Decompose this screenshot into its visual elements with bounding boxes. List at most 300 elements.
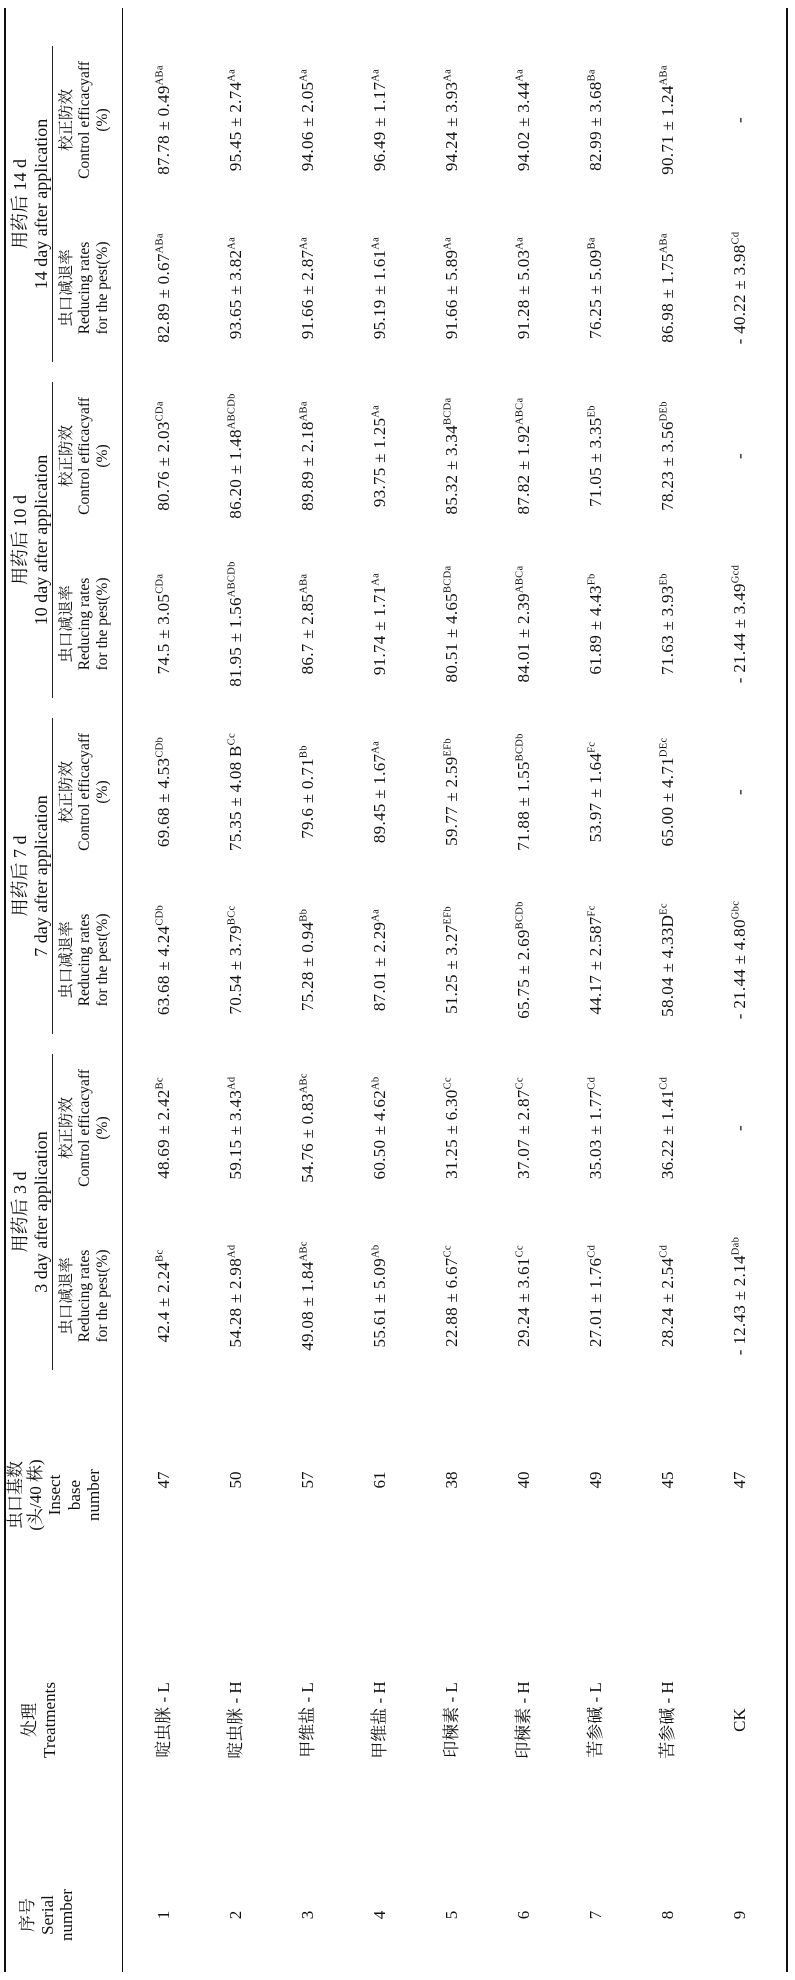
subheader-line-2: Control efficacyaff	[75, 733, 93, 851]
value-text: 71.88 ± 1.55	[514, 761, 533, 851]
value-cell	[226, 708, 246, 876]
value-text: 86.7 ± 2.85	[298, 593, 317, 675]
value-cell	[226, 372, 246, 540]
subheader-line-3: for the pest(%)	[93, 913, 111, 1007]
value-text: 53.97 ± 1.64	[586, 752, 605, 843]
group-header-2	[10, 708, 51, 1044]
insect-base-cell: 50	[226, 1471, 245, 1489]
value-text: 59.15 ± 3.43	[226, 1090, 245, 1180]
significance-letters: ABCa	[514, 565, 526, 594]
group-header-en: 7 day after application	[30, 795, 51, 957]
significance-letters: EFb	[442, 906, 454, 925]
value-text: 84.01 ± 2.39	[514, 593, 533, 683]
treatment-cell: 印楝素 - H	[514, 1681, 533, 1759]
value-text: 51.25 ± 3.27	[442, 924, 461, 1014]
treatment-cell: 印楝素 - L	[442, 1682, 461, 1758]
value-cell	[442, 36, 462, 204]
insect-base-cell: 38	[442, 1471, 461, 1489]
value-text: - 12.43 ± 2.14	[730, 1255, 749, 1356]
group-header-zh: 用药后 10 d	[10, 495, 30, 585]
group-divider-1	[52, 1054, 53, 1370]
value-cell	[586, 540, 606, 708]
treatment-cell: 啶虫脒 - H	[226, 1681, 245, 1759]
subheader-line-2: Reducing rates	[75, 913, 93, 1007]
value-text: 89.89 ± 2.18	[298, 421, 317, 511]
significance-letters: Cd	[586, 1076, 598, 1090]
treatment-cell: CK	[730, 1708, 749, 1732]
subheader-line-3: (%)	[93, 780, 111, 804]
value-text: 82.99 ± 3.68	[586, 81, 605, 171]
subheader-line-2: Reducing rates	[75, 1249, 93, 1343]
value-cell	[514, 708, 534, 876]
value-text: -	[730, 1125, 749, 1131]
value-cell	[730, 1212, 750, 1380]
value-text: 79.6 ± 0.71	[298, 758, 317, 839]
value-cell	[154, 372, 174, 540]
value-text: 96.49 ± 1.17	[370, 81, 389, 172]
control-efficacy-header	[58, 1044, 111, 1212]
group-header-1	[10, 1044, 51, 1380]
value-cell	[658, 1212, 678, 1380]
value-text: 37.07 ± 2.87	[514, 1089, 533, 1179]
value-text: 71.63 ± 3.93	[658, 585, 677, 675]
value-text: 85.32 ± 3.34	[442, 425, 461, 515]
value-cell	[154, 204, 174, 372]
subheader-line-1: 校正防效	[58, 1097, 75, 1160]
insect-base-header-en3: number	[84, 1469, 104, 1521]
significance-letters: ABa	[658, 65, 670, 86]
serial-cell: 4	[370, 1910, 389, 1920]
significance-letters: Ab	[370, 1244, 382, 1258]
significance-letters: ABa	[298, 401, 310, 422]
subheader-line-2: Control efficacyaff	[75, 1069, 93, 1187]
value-text: 87.78 ± 0.49	[154, 85, 173, 175]
significance-letters: Ba	[586, 237, 598, 250]
serial-header	[18, 1860, 77, 1970]
value-text: 91.66 ± 2.87	[298, 249, 317, 340]
value-text: 78.23 ± 3.56	[658, 421, 677, 511]
subheader-line-2: Control efficacyaff	[75, 61, 93, 179]
value-cell	[658, 204, 678, 372]
value-cell	[586, 204, 606, 372]
serial-cell: 8	[658, 1910, 677, 1920]
serial-header-en1: Serial	[37, 1895, 57, 1935]
value-text: 75.35 ± 4.08 B	[226, 745, 245, 851]
value-cell	[370, 1212, 390, 1380]
value-text: -	[730, 453, 749, 459]
value-cell	[298, 708, 318, 876]
significance-letters: Cd	[586, 1244, 598, 1258]
significance-letters: Bb	[298, 745, 310, 759]
value-cell	[730, 708, 750, 876]
group-header-zh: 用药后 14 d	[10, 159, 30, 249]
value-cell	[442, 204, 462, 372]
insect-base-cell: 57	[298, 1471, 317, 1489]
significance-letters: ABa	[658, 233, 670, 254]
subheader-line-2: Control efficacyaff	[75, 397, 93, 515]
value-text: -	[730, 117, 749, 123]
value-cell	[154, 876, 174, 1044]
serial-cell: 6	[514, 1910, 533, 1920]
value-text: 65.75 ± 2.69	[514, 929, 533, 1019]
control-efficacy-header	[58, 372, 111, 540]
subheader-line-3: (%)	[93, 444, 111, 468]
significance-letters: DEb	[658, 401, 670, 422]
value-cell	[658, 876, 678, 1044]
value-text: 94.02 ± 3.44	[514, 81, 533, 172]
treatment-header-zh: 处理	[20, 1703, 39, 1737]
significance-letters: Aa	[514, 236, 526, 250]
significance-letters: Fb	[586, 573, 598, 586]
value-text: 80.51 ± 4.65	[442, 593, 461, 683]
insect-base-header	[6, 1380, 104, 1610]
value-cell	[154, 36, 174, 204]
value-text: 87.82 ± 1.92	[514, 425, 533, 515]
significance-letters: Aa	[442, 236, 454, 250]
significance-letters: CDb	[154, 736, 166, 758]
value-cell	[730, 540, 750, 708]
serial-cell: 3	[298, 1910, 317, 1920]
value-text: 61.89 ± 4.43	[586, 585, 605, 675]
value-cell	[514, 36, 534, 204]
value-text: 91.28 ± 5.03	[514, 249, 533, 340]
value-text: 48.69 ± 2.42	[154, 1089, 173, 1179]
value-cell	[442, 372, 462, 540]
value-text: 49.08 ± 1.84	[298, 1261, 317, 1351]
value-cell	[658, 708, 678, 876]
value-cell	[154, 1044, 174, 1212]
value-text: 90.71 ± 1.24	[658, 85, 677, 175]
control-efficacy-header	[58, 36, 111, 204]
value-text: 95.45 ± 2.74	[226, 81, 245, 172]
header-rule	[122, 8, 123, 1972]
value-text: 81.95 ± 1.56	[226, 597, 245, 687]
value-cell	[298, 540, 318, 708]
value-cell	[514, 1044, 534, 1212]
insect-base-header-en2: base	[64, 1479, 84, 1511]
significance-letters: EFb	[442, 738, 454, 757]
subheader-line-1: 虫口减退率	[58, 1257, 75, 1335]
value-cell	[154, 540, 174, 708]
subheader-line-1: 校正防效	[58, 761, 75, 824]
significance-letters: Cc	[442, 1077, 454, 1090]
value-cell	[514, 1212, 534, 1380]
insect-base-header-en1: Insect	[45, 1474, 65, 1516]
subheader-line-3: for the pest(%)	[93, 577, 111, 671]
serial-cell: 7	[586, 1910, 605, 1920]
value-cell	[226, 1212, 246, 1380]
significance-letters: BCDb	[514, 733, 526, 762]
value-text: 55.61 ± 5.09	[370, 1258, 389, 1348]
significance-letters: Aa	[370, 572, 382, 586]
value-text: 35.03 ± 1.77	[586, 1089, 605, 1180]
significance-letters: Ec	[658, 903, 670, 915]
subheader-line-1: 虫口减退率	[58, 249, 75, 327]
significance-letters: BCDa	[442, 397, 454, 426]
insect-base-header-zh1: 虫口基数	[6, 1461, 25, 1529]
value-text: 31.25 ± 6.30	[442, 1089, 461, 1179]
group-header-zh: 用药后 7 d	[10, 835, 30, 917]
value-text: 36.22 ± 1.41	[658, 1089, 677, 1180]
reducing-rate-header	[58, 876, 111, 1044]
value-cell	[226, 36, 246, 204]
significance-letters: Gbc	[730, 900, 742, 920]
significance-letters: Cc	[442, 1245, 454, 1258]
value-text: 42.4 ± 2.24	[154, 1261, 173, 1343]
value-text: 94.24 ± 3.93	[442, 81, 461, 172]
significance-letters: ABc	[298, 1073, 310, 1094]
insect-base-header-zh2: (头/40 株)	[25, 1459, 45, 1531]
value-text: 63.68 ± 4.24	[154, 925, 173, 1016]
subheader-line-3: (%)	[93, 1116, 111, 1140]
significance-letters: ABa	[154, 233, 166, 254]
significance-letters: BCDb	[514, 901, 526, 930]
value-cell	[442, 540, 462, 708]
treatment-header	[20, 1620, 59, 1820]
value-cell	[586, 1044, 606, 1212]
reducing-rate-header	[58, 540, 111, 708]
value-cell	[370, 876, 390, 1044]
value-text: 91.74 ± 1.71	[370, 585, 389, 676]
significance-letters: Cd	[658, 1076, 670, 1090]
treatment-cell: 甲维盐 - L	[298, 1682, 317, 1758]
value-cell	[370, 540, 390, 708]
value-text: - 40.22 ± 3.98	[730, 244, 749, 345]
value-cell	[586, 876, 606, 1044]
value-cell	[226, 876, 246, 1044]
value-text: 58.04 ± 4.33D	[658, 914, 677, 1017]
significance-letters: Aa	[298, 68, 310, 82]
value-cell	[370, 36, 390, 204]
value-cell	[658, 1044, 678, 1212]
value-text: 86.98 ± 1.75	[658, 253, 677, 343]
value-cell	[514, 876, 534, 1044]
significance-letters: Ad	[226, 1244, 238, 1258]
control-efficacy-header	[58, 708, 111, 876]
subheader-line-3: for the pest(%)	[93, 1249, 111, 1343]
group-divider-3	[52, 382, 53, 698]
significance-letters: Aa	[370, 404, 382, 418]
significance-letters: Aa	[298, 236, 310, 250]
value-cell	[226, 204, 246, 372]
significance-letters: ABc	[298, 1241, 310, 1262]
significance-letters: Cc	[226, 733, 238, 746]
treatment-cell: 甲维盐 - H	[370, 1681, 389, 1759]
value-cell	[298, 1044, 318, 1212]
value-cell	[298, 876, 318, 1044]
value-text: 44.17 ± 2.587	[586, 916, 605, 1015]
significance-letters: Cd	[658, 1244, 670, 1258]
subheader-line-2: Reducing rates	[75, 241, 93, 335]
value-text: 59.77 ± 2.59	[442, 756, 461, 846]
significance-letters: ABCDb	[226, 561, 238, 598]
insect-base-cell: 45	[658, 1471, 677, 1489]
value-text: 89.45 ± 1.67	[370, 753, 389, 844]
significance-letters: Aa	[370, 68, 382, 82]
significance-letters: Ba	[586, 69, 598, 82]
value-text: 22.88 ± 6.67	[442, 1257, 461, 1347]
value-cell	[370, 708, 390, 876]
significance-letters: Ad	[226, 1076, 238, 1090]
value-text: 80.76 ± 2.03	[154, 421, 173, 511]
significance-letters: Aa	[514, 68, 526, 82]
reducing-rate-header	[58, 1212, 111, 1380]
value-text: 91.66 ± 5.89	[442, 249, 461, 340]
treatment-cell: 苦参碱 - L	[586, 1682, 605, 1758]
value-cell	[586, 1212, 606, 1380]
significance-letters: Ab	[370, 1076, 382, 1090]
significance-letters: Aa	[226, 68, 238, 82]
value-cell	[730, 876, 750, 1044]
significance-letters: Fc	[586, 741, 598, 753]
significance-letters: BCc	[226, 905, 238, 926]
significance-letters: Aa	[370, 740, 382, 754]
value-text: 87.01 ± 2.29	[370, 921, 389, 1012]
subheader-line-1: 虫口减退率	[58, 585, 75, 663]
subheader-line-1: 校正防效	[58, 425, 75, 488]
subheader-line-1: 虫口减退率	[58, 921, 75, 999]
significance-letters: CDa	[154, 573, 166, 594]
value-cell	[226, 1044, 246, 1212]
value-text: 69.68 ± 4.53	[154, 757, 173, 848]
significance-letters: Aa	[226, 236, 238, 250]
value-text: 27.01 ± 1.76	[586, 1257, 605, 1348]
value-text: -	[730, 789, 749, 795]
value-cell	[586, 372, 606, 540]
serial-cell: 2	[226, 1910, 245, 1920]
value-text: 71.05 ± 3.35	[586, 417, 605, 507]
value-text: 54.28 ± 2.98	[226, 1258, 245, 1348]
significance-letters: Fc	[586, 905, 598, 917]
bottom-rule	[786, 8, 788, 1972]
significance-letters: ABCDb	[226, 393, 238, 430]
significance-letters: DEc	[658, 737, 670, 758]
value-cell	[298, 36, 318, 204]
treatment-cell: 啶虫脒 - L	[154, 1682, 173, 1758]
significance-letters: Cc	[514, 1077, 526, 1090]
value-cell	[442, 708, 462, 876]
value-cell	[298, 372, 318, 540]
serial-header-en2: number	[57, 1889, 77, 1941]
value-cell	[442, 876, 462, 1044]
serial-cell: 5	[442, 1910, 461, 1920]
treatment-header-en: Treatments	[39, 1682, 59, 1758]
significance-letters: Aa	[370, 908, 382, 922]
significance-letters: Cd	[730, 231, 742, 245]
insect-base-cell: 40	[514, 1471, 533, 1489]
value-text: - 21.44 ± 4.80	[730, 919, 749, 1020]
significance-letters: CDb	[154, 904, 166, 926]
value-text: 28.24 ± 2.54	[658, 1257, 677, 1348]
value-cell	[226, 540, 246, 708]
value-cell	[370, 1044, 390, 1212]
value-cell	[370, 204, 390, 372]
value-text: 74.5 ± 3.05	[154, 593, 173, 675]
group-header-en: 10 day after application	[30, 454, 51, 626]
significance-letters: Bc	[154, 1077, 166, 1090]
value-cell	[370, 372, 390, 540]
value-text: 93.75 ± 1.25	[370, 417, 389, 508]
value-text: 65.00 ± 4.71	[658, 757, 677, 847]
value-cell	[730, 372, 750, 540]
value-text: 75.28 ± 0.94	[298, 921, 317, 1012]
insect-base-cell: 47	[730, 1471, 749, 1489]
group-header-zh: 用药后 3 d	[10, 1171, 30, 1253]
significance-letters: Aa	[442, 68, 454, 82]
value-text: 76.25 ± 5.09	[586, 249, 605, 339]
value-cell	[586, 708, 606, 876]
value-cell	[658, 540, 678, 708]
subheader-line-3: (%)	[93, 108, 111, 132]
group-header-3	[10, 372, 51, 708]
value-cell	[154, 708, 174, 876]
serial-cell: 1	[154, 1910, 173, 1920]
value-cell	[514, 204, 534, 372]
value-cell	[154, 1212, 174, 1380]
value-cell	[298, 204, 318, 372]
value-cell	[730, 36, 750, 204]
value-text: 29.24 ± 3.61	[514, 1257, 533, 1347]
group-header-en: 14 day after application	[30, 118, 51, 290]
value-text: 94.06 ± 2.05	[298, 81, 317, 172]
serial-cell: 9	[730, 1910, 749, 1920]
insect-base-cell: 49	[586, 1471, 605, 1489]
significance-letters: CDa	[154, 401, 166, 422]
significance-letters: Bc	[154, 1249, 166, 1262]
value-text: 95.19 ± 1.61	[370, 249, 389, 340]
subheader-line-3: for the pest(%)	[93, 241, 111, 335]
group-header-4	[10, 36, 51, 372]
value-cell	[586, 36, 606, 204]
value-cell	[658, 372, 678, 540]
value-cell	[658, 36, 678, 204]
significance-letters: Aa	[370, 236, 382, 250]
reducing-rate-header	[58, 204, 111, 372]
significance-letters: ABCa	[514, 397, 526, 426]
significance-letters: Cc	[514, 1245, 526, 1258]
insect-base-cell: 47	[154, 1471, 173, 1489]
value-cell	[442, 1044, 462, 1212]
subheader-line-1: 校正防效	[58, 89, 75, 152]
value-cell	[514, 540, 534, 708]
insect-base-cell: 61	[370, 1471, 389, 1489]
value-text: 93.65 ± 3.82	[226, 249, 245, 340]
value-text: 60.50 ± 4.62	[370, 1090, 389, 1180]
significance-letters: Bb	[298, 908, 310, 922]
value-cell	[514, 372, 534, 540]
significance-letters: Eb	[658, 573, 670, 586]
value-text: - 21.44 ± 3.49	[730, 583, 749, 684]
value-cell	[442, 1212, 462, 1380]
value-text: 70.54 ± 3.79	[226, 925, 245, 1015]
value-cell	[730, 204, 750, 372]
significance-letters: Gcd	[730, 564, 742, 584]
significance-letters: Eb	[586, 405, 598, 418]
value-text: 86.20 ± 1.48	[226, 429, 245, 519]
significance-letters: ABa	[154, 65, 166, 86]
value-cell	[730, 1044, 750, 1212]
significance-letters: ABa	[298, 573, 310, 594]
significance-letters: Dab	[730, 1236, 742, 1256]
subheader-line-2: Reducing rates	[75, 577, 93, 671]
treatment-cell: 苦参碱 - H	[658, 1681, 677, 1759]
serial-header-zh: 序号	[18, 1898, 37, 1932]
value-text: 82.89 ± 0.67	[154, 253, 173, 343]
group-header-en: 3 day after application	[30, 1131, 51, 1293]
group-divider-2	[52, 718, 53, 1034]
value-text: 54.76 ± 0.83	[298, 1093, 317, 1183]
top-rule	[4, 8, 6, 1972]
